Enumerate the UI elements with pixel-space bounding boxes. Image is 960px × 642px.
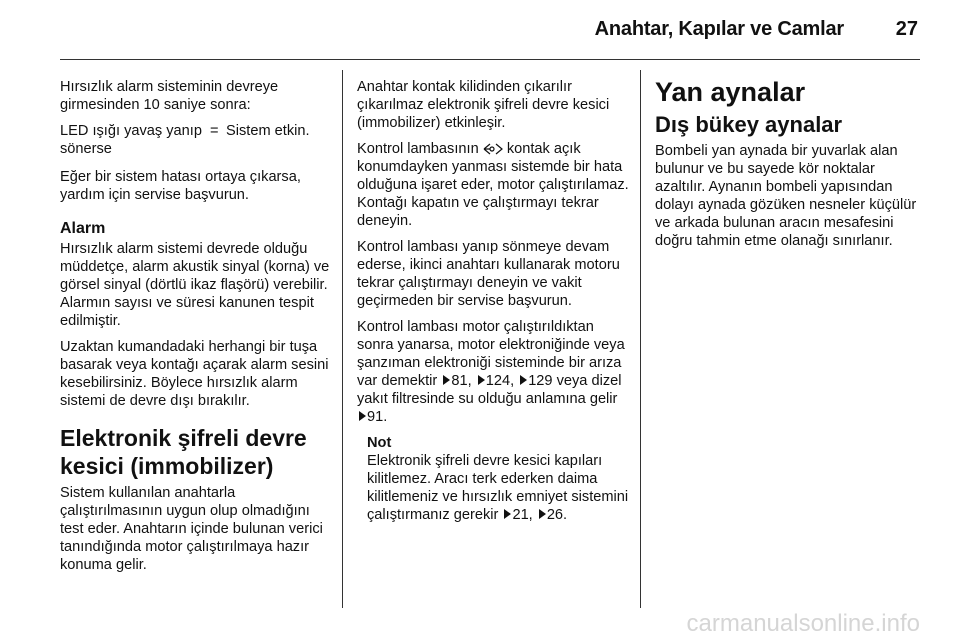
error-text: Eğer bir sistem hatası ortaya çıkarsa, yardım için servise başvurun.: [60, 169, 301, 203]
page-reference[interactable]: 124,: [485, 373, 515, 389]
header-rule: [60, 59, 920, 60]
reference-arrow-icon: [520, 375, 527, 385]
note-box: [367, 434, 629, 524]
fault-text-continued: 129 veya dizel yakıt filtresinde su olduğu anlamına gelir: [357, 373, 622, 407]
control-lamp-text-b: kontak açık konumdayken yanması sistemde bir hata olduğuna işaret eder, motor çalıştırılamaz. Kontağı kapatın ve çalıştırmayı tekrar deneyin.: [357, 141, 629, 229]
column-divider: [640, 70, 641, 608]
page-reference[interactable]: 91.: [367, 409, 388, 425]
led-status-table: [60, 122, 332, 158]
alarm-paragraph-1: Hırsızlık alarm sistemi devrede olduğu müddetçe, alarm akustik sinyal (korna) ve görsel sinyal (dörtlü ikaz flaşörü) verebilir. Alarmın sayısı ve süresi kanunen tespit edilmiştir.: [60, 241, 330, 329]
alarm-paragraph-2: Uzaktan kumandadaki herhangi bir tuşa basarak veya kontağı açarak alarm sesini kesebilirsiniz. Böylece hırsızlık alarm sistemi de devre dışı bırakılır.: [60, 339, 329, 409]
reference-arrow-icon: [539, 509, 546, 519]
immobilizer-paragraph: Sistem kullanılan anahtarla çalıştırılmasının uygun olup olmadığını test eder. Anahtarın içinde bulunan verici tanındığında motor çalıştırılmaya hazır konuma gelir.: [60, 485, 323, 573]
alarm-heading: Alarm: [60, 220, 106, 237]
column-right: [655, 78, 925, 258]
led-meaning: Sistem etkin.: [226, 123, 310, 139]
intro-text: Hırsızlık alarm sisteminin devreye girmesinden 10 saniye sonra:: [60, 79, 279, 113]
page-reference[interactable]: 81,: [451, 373, 472, 389]
fault-paragraph: [357, 318, 629, 426]
convex-mirrors-heading: Dış bükey aynalar: [655, 112, 843, 137]
page-reference[interactable]: 26.: [546, 507, 568, 523]
reference-arrow-icon: [359, 411, 366, 421]
side-mirrors-heading: Yan aynalar: [655, 77, 806, 107]
reference-arrow-icon: [478, 375, 485, 385]
led-condition: LED ışığı yavaş yanıp sönerse: [60, 123, 202, 157]
note-body: Elektronik şifreli devre kesici kapıları kilitlemez. Aracı terk ederken daima kilitlemeniz ve hırsızlık emniyet sistemini çalıştırmanız gerekir: [367, 453, 629, 523]
immobilizer-lamp-icon: [483, 143, 503, 155]
reference-arrow-icon: [504, 509, 511, 519]
note-text: [367, 452, 629, 524]
reference-arrow-icon: [443, 375, 450, 385]
column-middle: [357, 78, 629, 524]
page-reference[interactable]: 21,: [512, 507, 533, 523]
column-left: [60, 78, 332, 582]
note-title: Not: [367, 435, 392, 451]
immobilizer-activation-text: Anahtar kontak kilidinden çıkarılır çıkarılmaz elektronik şifreli devre kesici (immobilizer) etkinleşir.: [357, 79, 610, 131]
page-number: 27: [895, 18, 918, 40]
second-key-paragraph: Kontrol lambası yanıp sönmeye devam ederse, ikinci anahtarı kullanarak motoru tekrar çalıştırmayı deneyin ve vakit geçirmeden bir servise başvurun.: [357, 239, 620, 309]
control-lamp-text-a: Kontrol lambasının: [357, 141, 479, 157]
fault-text: Kontrol lambası motor çalıştırıldıktan sonra yanarsa, motor elektroniğinde veya şanzıman elektroniği sisteminde bir arıza var demektir: [357, 319, 625, 389]
page-title: Anahtar, Kapılar ve Camlar: [594, 18, 844, 40]
table-equals: =: [210, 123, 219, 139]
page-header: [60, 0, 920, 60]
control-lamp-paragraph: [357, 140, 629, 230]
convex-mirrors-paragraph: Bombeli yan aynada bir yuvarlak alan bulunur ve bu sayede kör noktalar azaltılır. Aynanın bombeli yapısından dolayı aynada gözüken nesneler küçülür ve arkada bulunan aracın mesafesini doğru tahmin etme olanağı sınırlanır.: [655, 143, 917, 249]
watermark: carmanualsonline.info: [686, 610, 920, 637]
immobilizer-heading: Elektronik şifreli devre kesici (immobilizer): [60, 425, 307, 479]
column-divider: [342, 70, 343, 608]
